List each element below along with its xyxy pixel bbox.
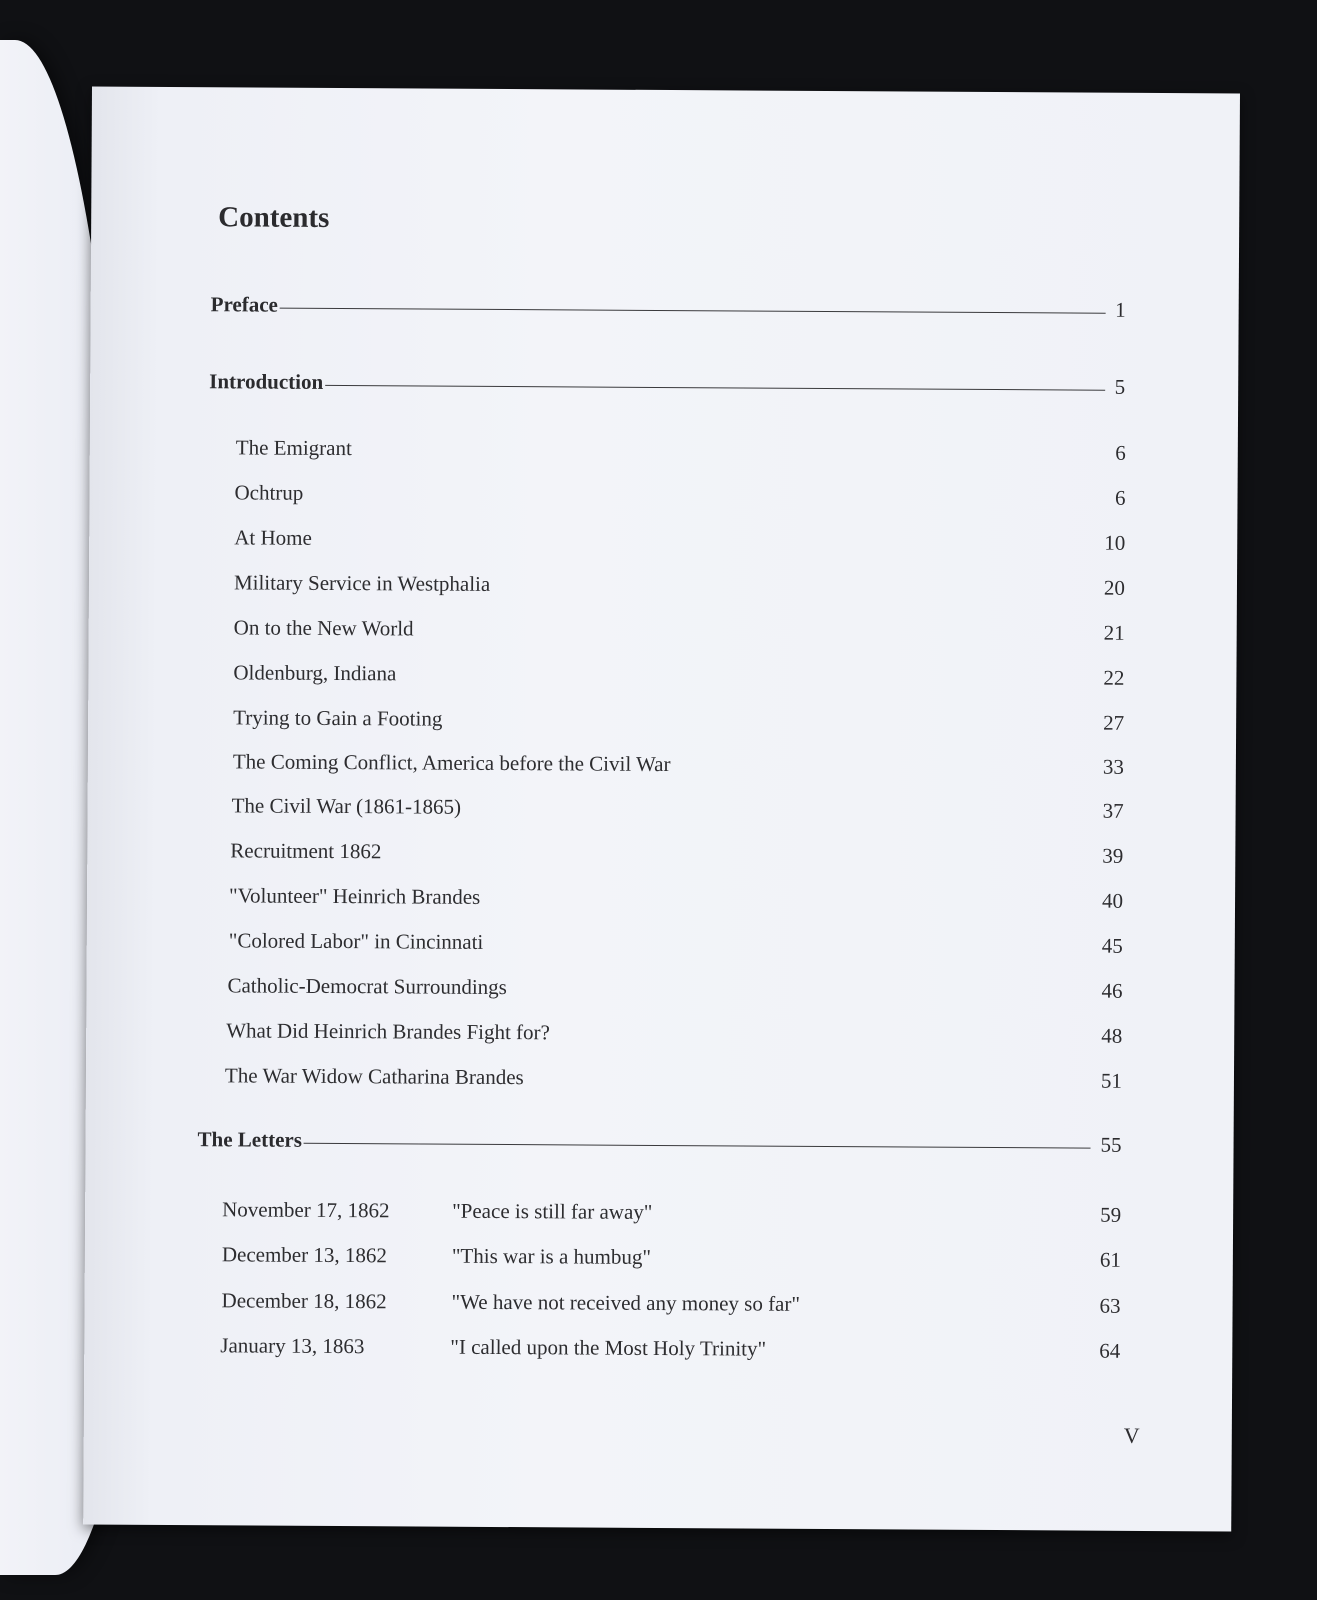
toc-entry-title: Recruitment 1862: [230, 838, 382, 864]
toc-entry-page: 6: [1114, 485, 1126, 510]
letter-page: 64: [1099, 1338, 1121, 1363]
letter-quote: "We have not received any money so far": [451, 1289, 801, 1316]
letter-entry: [222, 1242, 1121, 1272]
toc-entry: [234, 480, 1125, 510]
toc-entry-title: "Volunteer" Heinrich Brandes: [228, 883, 481, 909]
toc-entry-page: 20: [1103, 575, 1126, 600]
letter-page: 61: [1099, 1247, 1121, 1272]
toc-entry-title: The Emigrant: [235, 435, 352, 461]
toc-entry-title: On to the New World: [233, 615, 414, 641]
toc-entry: [232, 793, 1124, 823]
toc-entry-title: At Home: [234, 525, 312, 550]
toc-entry: [233, 660, 1124, 690]
section-page-number: 55: [1100, 1132, 1122, 1157]
toc-entry-page: 6: [1115, 440, 1126, 465]
letter-entry: [222, 1288, 1121, 1318]
toc-section-preface: [211, 292, 1126, 323]
section-page-number: 1: [1115, 297, 1126, 322]
letter-page: 63: [1099, 1293, 1121, 1318]
toc-entry-page: 27: [1103, 710, 1125, 735]
toc-section-letters: [198, 1127, 1122, 1158]
toc-entry: [226, 1018, 1122, 1048]
section-label: Preface: [210, 292, 278, 317]
toc-entry: [227, 973, 1122, 1003]
leader-rule: [304, 1143, 1091, 1149]
toc-entry: [233, 749, 1124, 779]
toc-entry-page: 10: [1104, 530, 1126, 555]
section-label: The Letters: [197, 1127, 303, 1152]
toc-entry: [233, 705, 1124, 735]
toc-entry-page: 40: [1101, 888, 1124, 913]
page-number-roman: V: [1123, 1422, 1140, 1448]
toc-entry-title: Oldenburg, Indiana: [233, 660, 397, 686]
letter-quote: "Peace is still far away": [452, 1198, 653, 1224]
toc-entry-title: Trying to Gain a Footing: [233, 705, 443, 731]
toc-entry: [234, 525, 1125, 555]
page-title: Contents: [218, 201, 330, 234]
toc-entry: [229, 928, 1123, 958]
book-page: [83, 86, 1240, 1531]
leader-rule: [325, 385, 1105, 391]
toc-entry-page: 45: [1101, 933, 1123, 958]
toc-section-introduction: [209, 369, 1125, 400]
section-page-number: 5: [1114, 374, 1126, 399]
toc-entry-page: 39: [1102, 843, 1124, 868]
toc-entry-title: Military Service in Westphalia: [233, 570, 491, 596]
toc-entry: [230, 838, 1123, 868]
letter-date: January 13, 1863: [220, 1333, 365, 1359]
section-label: Introduction: [209, 369, 324, 394]
leader-rule: [280, 308, 1105, 314]
letter-date: December 18, 1862: [221, 1288, 387, 1314]
letter-quote: "This war is a humbug": [451, 1243, 652, 1269]
toc-entry: [236, 435, 1126, 465]
toc-entry-page: 37: [1102, 798, 1124, 823]
toc-entry-title: Catholic-Democrat Surroundings: [227, 973, 507, 1000]
toc-entry: [234, 570, 1125, 600]
toc-entry-title: What Did Heinrich Brandes Fight for?: [226, 1018, 550, 1045]
toc-entry-page: 48: [1101, 1023, 1123, 1048]
toc-entry: [229, 883, 1123, 913]
letter-date: November 17, 1862: [222, 1197, 390, 1223]
toc-entry-title: "Colored Labor" in Cincinnati: [228, 928, 484, 954]
toc-entry-page: 21: [1103, 620, 1125, 645]
toc-entry: [225, 1063, 1122, 1093]
toc-entry: [234, 615, 1125, 645]
letter-page: 59: [1100, 1202, 1122, 1227]
toc-entry-page: 33: [1102, 754, 1124, 779]
toc-entry-page: 46: [1101, 978, 1123, 1003]
letter-entry: [222, 1197, 1121, 1227]
toc-entry-page: 51: [1100, 1068, 1123, 1093]
toc-entry-title: Ochtrup: [234, 480, 304, 505]
toc-entry-title: The War Widow Catharina Brandes: [224, 1063, 524, 1090]
letter-date: December 13, 1862: [221, 1242, 387, 1268]
letter-entry: [220, 1333, 1120, 1363]
toc-entry-title: The Coming Conflict, America before the Civil War: [232, 749, 671, 777]
letter-quote: "I called upon the Most Holy Trinity": [450, 1334, 767, 1361]
toc-entry-title: The Civil War (1861-1865): [231, 793, 462, 819]
toc-entry-page: 22: [1103, 665, 1125, 690]
